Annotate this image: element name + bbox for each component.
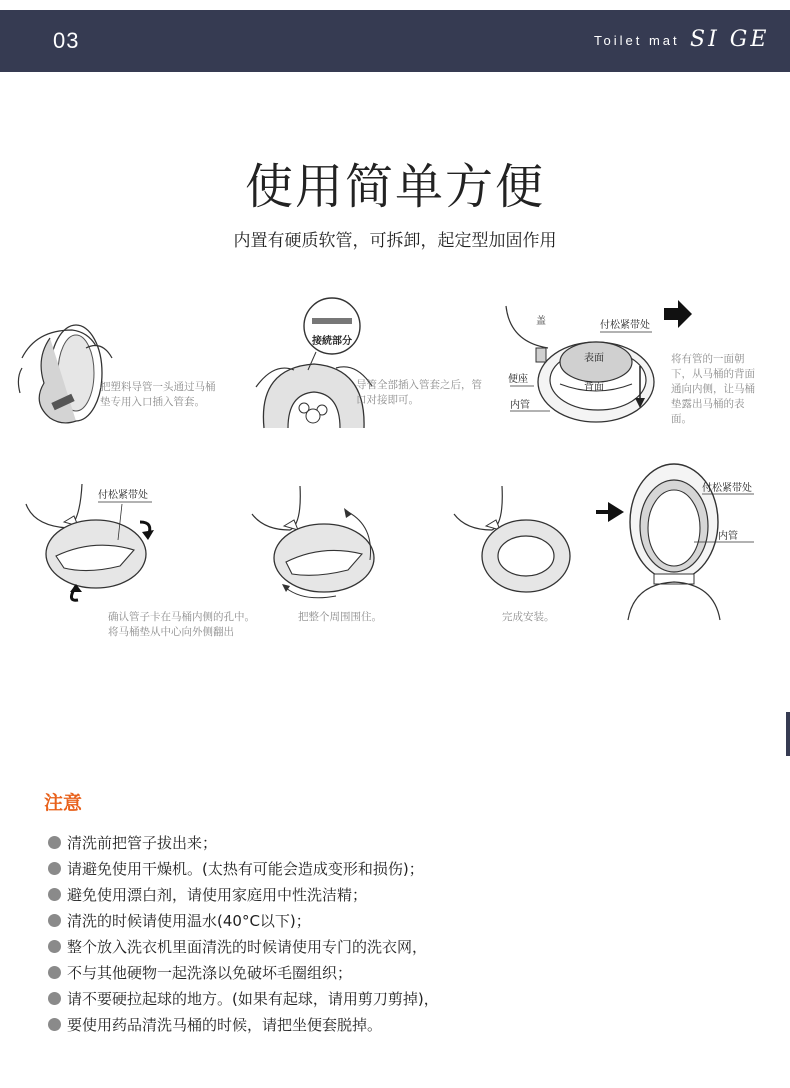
notice-item — [48, 855, 439, 881]
bullet-icon — [48, 966, 61, 979]
page-header — [0, 10, 790, 72]
step-4-caption-line: 确认管子卡在马桶内侧的孔中。 — [108, 611, 255, 623]
arrow-right-icon — [664, 300, 692, 328]
notice-item — [48, 907, 439, 933]
step-3-illustration — [500, 298, 700, 428]
step-6-illustration — [452, 484, 582, 604]
step-1-illustration — [14, 318, 114, 428]
step-3-label-inner: 内管 — [510, 400, 530, 411]
step-2-callout-label: 接続部分 — [312, 336, 352, 347]
step-3-caption-line: 通向内侧，让马桶 — [671, 383, 755, 395]
step-5-illustration — [250, 484, 380, 604]
step-3-caption-line: 面。 — [671, 413, 692, 425]
step-6-caption-line: 完成安装。 — [502, 611, 555, 623]
notice-item-text: 清洗的时候请使用温水(40°C以下)； — [67, 911, 311, 930]
step-3-label-loosen: 付松紧带处 — [600, 320, 650, 331]
notice-item-text: 整个放入洗衣机里面清洗的时候请使用专门的洗衣网， — [67, 937, 428, 956]
brand-logo: SI GE — [690, 27, 770, 52]
step-3-label-seat: 便座 — [508, 374, 528, 385]
step-4 — [24, 482, 284, 642]
step-4-caption-line: 将马桶垫从中心向外侧翻出 — [108, 626, 234, 638]
step-3-label-lid: 盖 — [536, 316, 546, 327]
page-title: 使用简单方便 — [244, 159, 545, 215]
step-1-caption-line: 垫专用入口插入管套。 — [100, 396, 205, 408]
step-2 — [254, 292, 504, 428]
notice-item-text: 请避免使用干燥机。(太热有可能会造成变形和损伤)； — [67, 859, 424, 878]
step-4-label-loosen: 付松紧带处 — [98, 490, 148, 501]
page-number: 03 — [53, 28, 80, 53]
notice-item — [48, 933, 439, 959]
notice-item-text: 请不要硬拉起球的地方。(如果有起球，请用剪刀剪掉)， — [67, 989, 439, 1008]
step-7-label-inner: 内管 — [718, 531, 738, 542]
page-subtitle: 内置有硬质软管，可拆卸，起定型加固作用 — [233, 231, 557, 251]
step-1 — [14, 318, 274, 428]
notice-item-text: 要使用药品清洗马桶的时候，请把坐便套脱掉。 — [67, 1015, 383, 1034]
step-7-illustration — [594, 466, 784, 626]
bullet-icon — [48, 888, 61, 901]
notice-title: 注意 — [44, 792, 83, 814]
step-3 — [500, 298, 790, 428]
bullet-icon — [48, 862, 61, 875]
bullet-icon — [48, 914, 61, 927]
notice-item — [48, 1011, 439, 1037]
step-3-caption-line: 将有管的一面朝 — [671, 353, 745, 365]
bullet-icon — [48, 1018, 61, 1031]
side-tab — [786, 712, 790, 756]
step-3-caption-line: 垫露出马桶的表 — [671, 398, 745, 410]
step-4-illustration — [24, 482, 164, 607]
step-7 — [594, 466, 790, 626]
bullet-icon — [48, 836, 61, 849]
notice-item — [48, 959, 439, 985]
step-3-caption-line: 下，从马桶的背面 — [671, 368, 755, 380]
notice-item-text: 避免使用漂白剂，请使用家庭用中性洗洁精； — [67, 885, 368, 904]
step-2-caption-line: 导管全部插入管套之后，管 — [356, 379, 482, 391]
step-3-label-front: 表面 — [584, 353, 604, 364]
bullet-icon — [48, 992, 61, 1005]
header-subtitle: Toilet mat — [594, 33, 680, 48]
step-6 — [452, 484, 592, 629]
step-5 — [250, 484, 410, 629]
notice-item — [48, 881, 439, 907]
step-3-label-back: 背面 — [584, 382, 604, 393]
notice-item-text: 清洗前把管子拔出来； — [67, 833, 218, 852]
step-7-label-loosen: 付松紧带处 — [702, 483, 752, 494]
arrow-right-icon — [596, 502, 624, 522]
step-1-caption-line: 把塑料导管一头通过马桶 — [100, 381, 216, 393]
bullet-icon — [48, 940, 61, 953]
notice-item — [48, 829, 439, 855]
notice-item-text: 不与其他硬物一起洗涤以免破坏毛圈组织； — [67, 963, 353, 982]
notice-list — [48, 829, 439, 1037]
step-5-caption-line: 把整个周围围住。 — [298, 611, 382, 623]
notice-item — [48, 985, 439, 1011]
step-2-caption-line: 口对接即可。 — [356, 394, 419, 406]
